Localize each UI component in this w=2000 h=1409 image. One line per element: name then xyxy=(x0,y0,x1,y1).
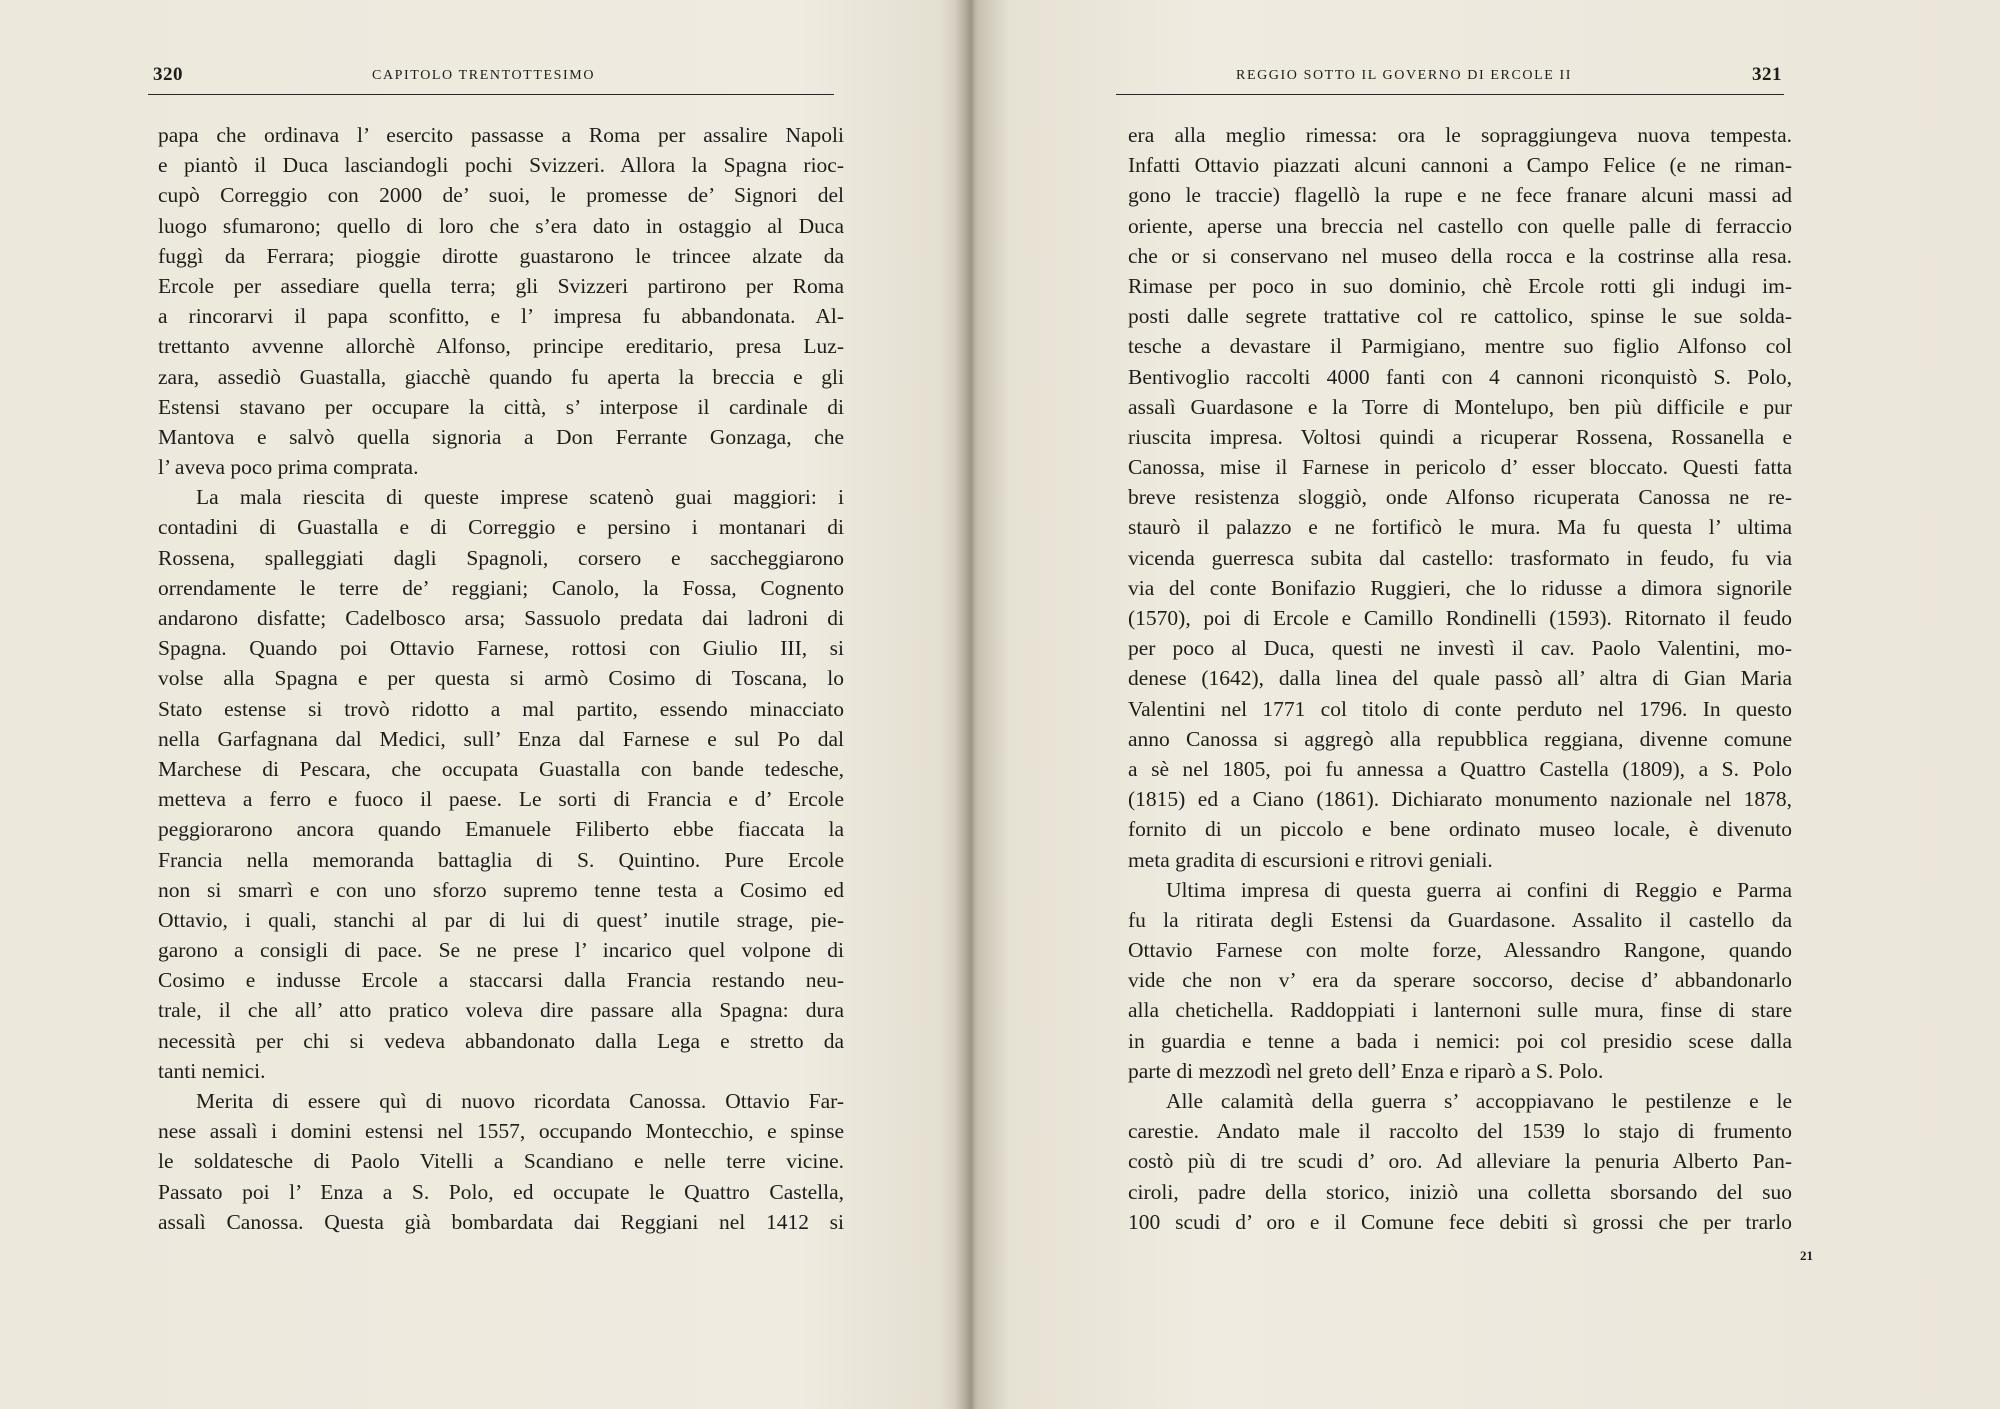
left-body-text xyxy=(158,120,844,1237)
text-line: assalì Canossa. Questa già bombardata dai Reggiani nel 1412 si xyxy=(158,1209,844,1234)
text-line: 100 scudi d’ oro e il Comune fece debiti sì grossi che per trarlo xyxy=(1128,1209,1792,1234)
text-line: peggiorarono ancora quando Emanuele Filiberto ebbe fiaccata la xyxy=(158,817,844,842)
text-line: carestie. Andato male il raccolto del 1539 lo stajo di frumento xyxy=(1128,1119,1792,1144)
left-running-title: CAPITOLO TRENTOTTESIMO xyxy=(372,68,596,83)
text-line: tanti nemici. xyxy=(158,1058,266,1083)
text-line: andarono disfatte; Cadelbosco arsa; Sassuolo predata dai ladroni di xyxy=(158,606,844,630)
right-running-head xyxy=(1116,64,1784,95)
text-line: contadini di Guastalla e di Correggio e persino i montanari di xyxy=(158,515,844,540)
text-line: Valentini nel 1771 col titolo di conte perduto nel 1796. In questo xyxy=(1128,696,1792,721)
text-line: riuscita impresa. Voltosi quindi a ricuperar Rossena, Rossanella e xyxy=(1128,424,1792,449)
text-line: era alla meglio rimessa: ora le sopraggiungeva nuova tempesta. xyxy=(1128,123,1792,147)
text-line: Cosimo e indusse Ercole a staccarsi dalla Francia restando neu- xyxy=(158,968,844,993)
left-page xyxy=(0,0,968,1409)
text-line: vide che non v’ era da sperare soccorso, decise d’ abbandonarlo xyxy=(1128,968,1792,993)
right-page-number: 321 xyxy=(1752,64,1782,85)
text-line: (1570), poi di Ercole e Camillo Rondinelli (1593). Ritornato il feudo xyxy=(1128,606,1792,630)
text-line: Canossa, mise il Farnese in pericolo d’ esser bloccato. Questi fatta xyxy=(1128,455,1792,480)
text-line: Infatti Ottavio piazzati alcuni cannoni a Campo Felice (e ne riman- xyxy=(1128,153,1792,178)
text-line: alla chetichella. Raddoppiati i lanternoni sulle mura, finse di stare xyxy=(1128,998,1792,1023)
text-line: che or si conservano nel museo della rocca e la costrinse alla resa. xyxy=(1128,243,1792,268)
text-line: Ultima impresa di questa guerra ai confini di Reggio e Parma xyxy=(1166,877,1792,902)
text-line: garono a consigli di pace. Se ne prese l’ incarico quel volpone di xyxy=(158,938,844,963)
text-line: parte di mezzodì nel greto dell’ Enza e riparò a S. Polo. xyxy=(1128,1058,1604,1083)
text-line: Ercole per assediare quella terra; gli Svizzeri partirono per Roma xyxy=(158,273,844,298)
text-line: ciroli, padre della storico, iniziò una colletta sborsando del suo xyxy=(1128,1179,1792,1204)
text-line: meta gradita di escursioni e ritrovi geniali. xyxy=(1128,847,1493,872)
text-line: Rossena, spalleggiati dagli Spagnoli, corsero e saccheggiarono xyxy=(158,545,844,570)
text-line: a rincorarvi il papa sconfitto, e l’ impresa fu abbandonata. Al- xyxy=(158,304,844,329)
text-line: gono le traccie) flagellò la rupe e ne fece franare alcuni massi ad xyxy=(1128,183,1792,208)
text-line: La mala riescita di queste imprese scatenò guai maggiori: i xyxy=(196,485,844,510)
text-line: necessità per chi si vedeva abbandonato dalla Lega e stretto da xyxy=(158,1028,844,1053)
text-line: fuggì da Ferrara; pioggie dirotte guastarono le trincee alzate da xyxy=(158,243,844,268)
text-line: Mantova e salvò quella signoria a Don Ferrante Gonzaga, che xyxy=(158,424,844,449)
right-body-text xyxy=(1128,120,1792,1237)
text-line: nese assalì i domini estensi nel 1557, occupando Montecchio, e spinse xyxy=(158,1119,844,1144)
text-line: Merita di essere quì di nuovo ricordata Canossa. Ottavio Far- xyxy=(196,1089,844,1113)
text-line: Passato poi l’ Enza a S. Polo, ed occupate le Quattro Castella, xyxy=(158,1179,844,1204)
text-line: Alle calamità della guerra s’ accoppiavano le pestilenze e le xyxy=(1166,1089,1792,1113)
right-running-title: REGGIO SOTTO IL GOVERNO DI ERCOLE II xyxy=(1236,68,1573,83)
left-page-number: 320 xyxy=(153,64,183,85)
text-line: tesche a devastare il Parmigiano, mentre suo figlio Alfonso col xyxy=(1128,334,1792,359)
text-line: non si smarrì e con uno sforzo supremo tenne testa a Cosimo ed xyxy=(158,877,844,902)
text-line: metteva a ferro e fuoco il paese. Le sorti di Francia e d’ Ercole xyxy=(158,787,844,812)
text-line: Estensi stavano per occupare la città, s’ interpose il cardinale di xyxy=(158,394,844,419)
signature-mark: 21 xyxy=(1800,1248,1813,1263)
text-line: l’ aveva poco prima comprata. xyxy=(158,455,419,480)
text-line: Spagna. Quando poi Ottavio Farnese, rottosi con Giulio III, si xyxy=(158,636,844,661)
text-line: trale, il che all’ atto pratico voleva dire passare alla Spagna: dura xyxy=(158,998,844,1023)
text-line: nella Garfagnana dal Medici, sull’ Enza dal Farnese e sul Po dal xyxy=(158,726,844,751)
text-line: orrendamente le terre de’ reggiani; Canolo, la Fossa, Cognento xyxy=(158,575,844,600)
text-line: le soldatesche di Paolo Vitelli a Scandiano e nelle terre vicine. xyxy=(158,1149,844,1174)
text-line: cupò Correggio con 2000 de’ suoi, le promesse de’ Signori del xyxy=(158,183,844,208)
text-line: Francia nella memoranda battaglia di S. Quintino. Pure Ercole xyxy=(158,847,844,872)
text-line: Rimase per poco in suo dominio, chè Ercole rotti gli indugi im- xyxy=(1128,273,1792,298)
text-line: costò più di tre scudi d’ oro. Ad alleviare la penuria Alberto Pan- xyxy=(1128,1149,1792,1174)
text-line: staurò il palazzo e ne fortificò le mura. Ma fu questa l’ ultima xyxy=(1128,515,1792,540)
text-line: breve resistenza sloggiò, onde Alfonso ricuperata Canossa ne re- xyxy=(1128,485,1792,510)
text-line: in guardia e tenne a bada i nemici: poi col presidio scese dalla xyxy=(1128,1028,1792,1053)
text-line: e piantò il Duca lasciandogli pochi Svizzeri. Allora la Spagna rioc- xyxy=(158,153,844,178)
text-line: Ottavio Farnese con molte forze, Alessandro Rangone, quando xyxy=(1128,938,1792,963)
text-line: posti dalle segrete trattative col re cattolico, spinse le sue solda- xyxy=(1128,304,1792,329)
text-line: fornito di un piccolo e bene ordinato museo locale, è divenuto xyxy=(1128,817,1792,842)
text-line: fu la ritirata degli Estensi da Guardasone. Assalito il castello da xyxy=(1128,907,1792,932)
text-line: Marchese di Pescara, che occupata Guastalla con bande tedesche, xyxy=(158,756,844,781)
text-line: trettanto avvenne allorchè Alfonso, principe ereditario, presa Luz- xyxy=(158,334,844,359)
text-line: via del conte Bonifazio Ruggieri, che lo ridusse a dimora signorile xyxy=(1128,575,1792,600)
text-line: Stato estense si trovò ridotto a mal partito, essendo minacciato xyxy=(158,696,844,721)
text-line: Bentivoglio raccolti 4000 fanti con 4 cannoni riconquistò S. Polo, xyxy=(1128,364,1792,389)
left-running-head xyxy=(148,64,834,95)
text-line: anno Canossa si aggregò alla repubblica reggiana, divenne comune xyxy=(1128,726,1792,751)
text-line: vicenda guerresca subita dal castello: trasformato in feudo, fu via xyxy=(1128,545,1792,570)
text-line: a sè nel 1805, poi fu annessa a Quattro Castella (1809), a S. Polo xyxy=(1128,756,1792,781)
text-line: denese (1642), dalla linea del quale passò all’ altra di Gian Maria xyxy=(1128,666,1792,691)
text-line: per poco al Duca, questi ne investì il cav. Paolo Valentini, mo- xyxy=(1128,636,1792,661)
text-line: zara, assediò Guastalla, giacchè quando fu aperta la breccia e gli xyxy=(158,364,844,389)
text-line: (1815) ed a Ciano (1861). Dichiarato monumento nazionale nel 1878, xyxy=(1128,787,1792,812)
text-line: luogo sfumarono; quello di loro che s’era dato in ostaggio al Duca xyxy=(158,213,844,238)
text-line: oriente, aperse una breccia nel castello con quelle palle di ferraccio xyxy=(1128,213,1792,238)
text-line: Ottavio, i quali, stanchi al par di lui di quest’ inutile strage, pie- xyxy=(158,907,844,932)
right-page xyxy=(968,0,2000,1409)
text-line: assalì Guardasone e la Torre di Montelupo, ben più difficile e pur xyxy=(1128,394,1792,419)
text-line: papa che ordinava l’ esercito passasse a Roma per assalire Napoli xyxy=(158,123,844,147)
text-line: volse alla Spagna e per questa si armò Cosimo di Toscana, lo xyxy=(158,666,844,691)
